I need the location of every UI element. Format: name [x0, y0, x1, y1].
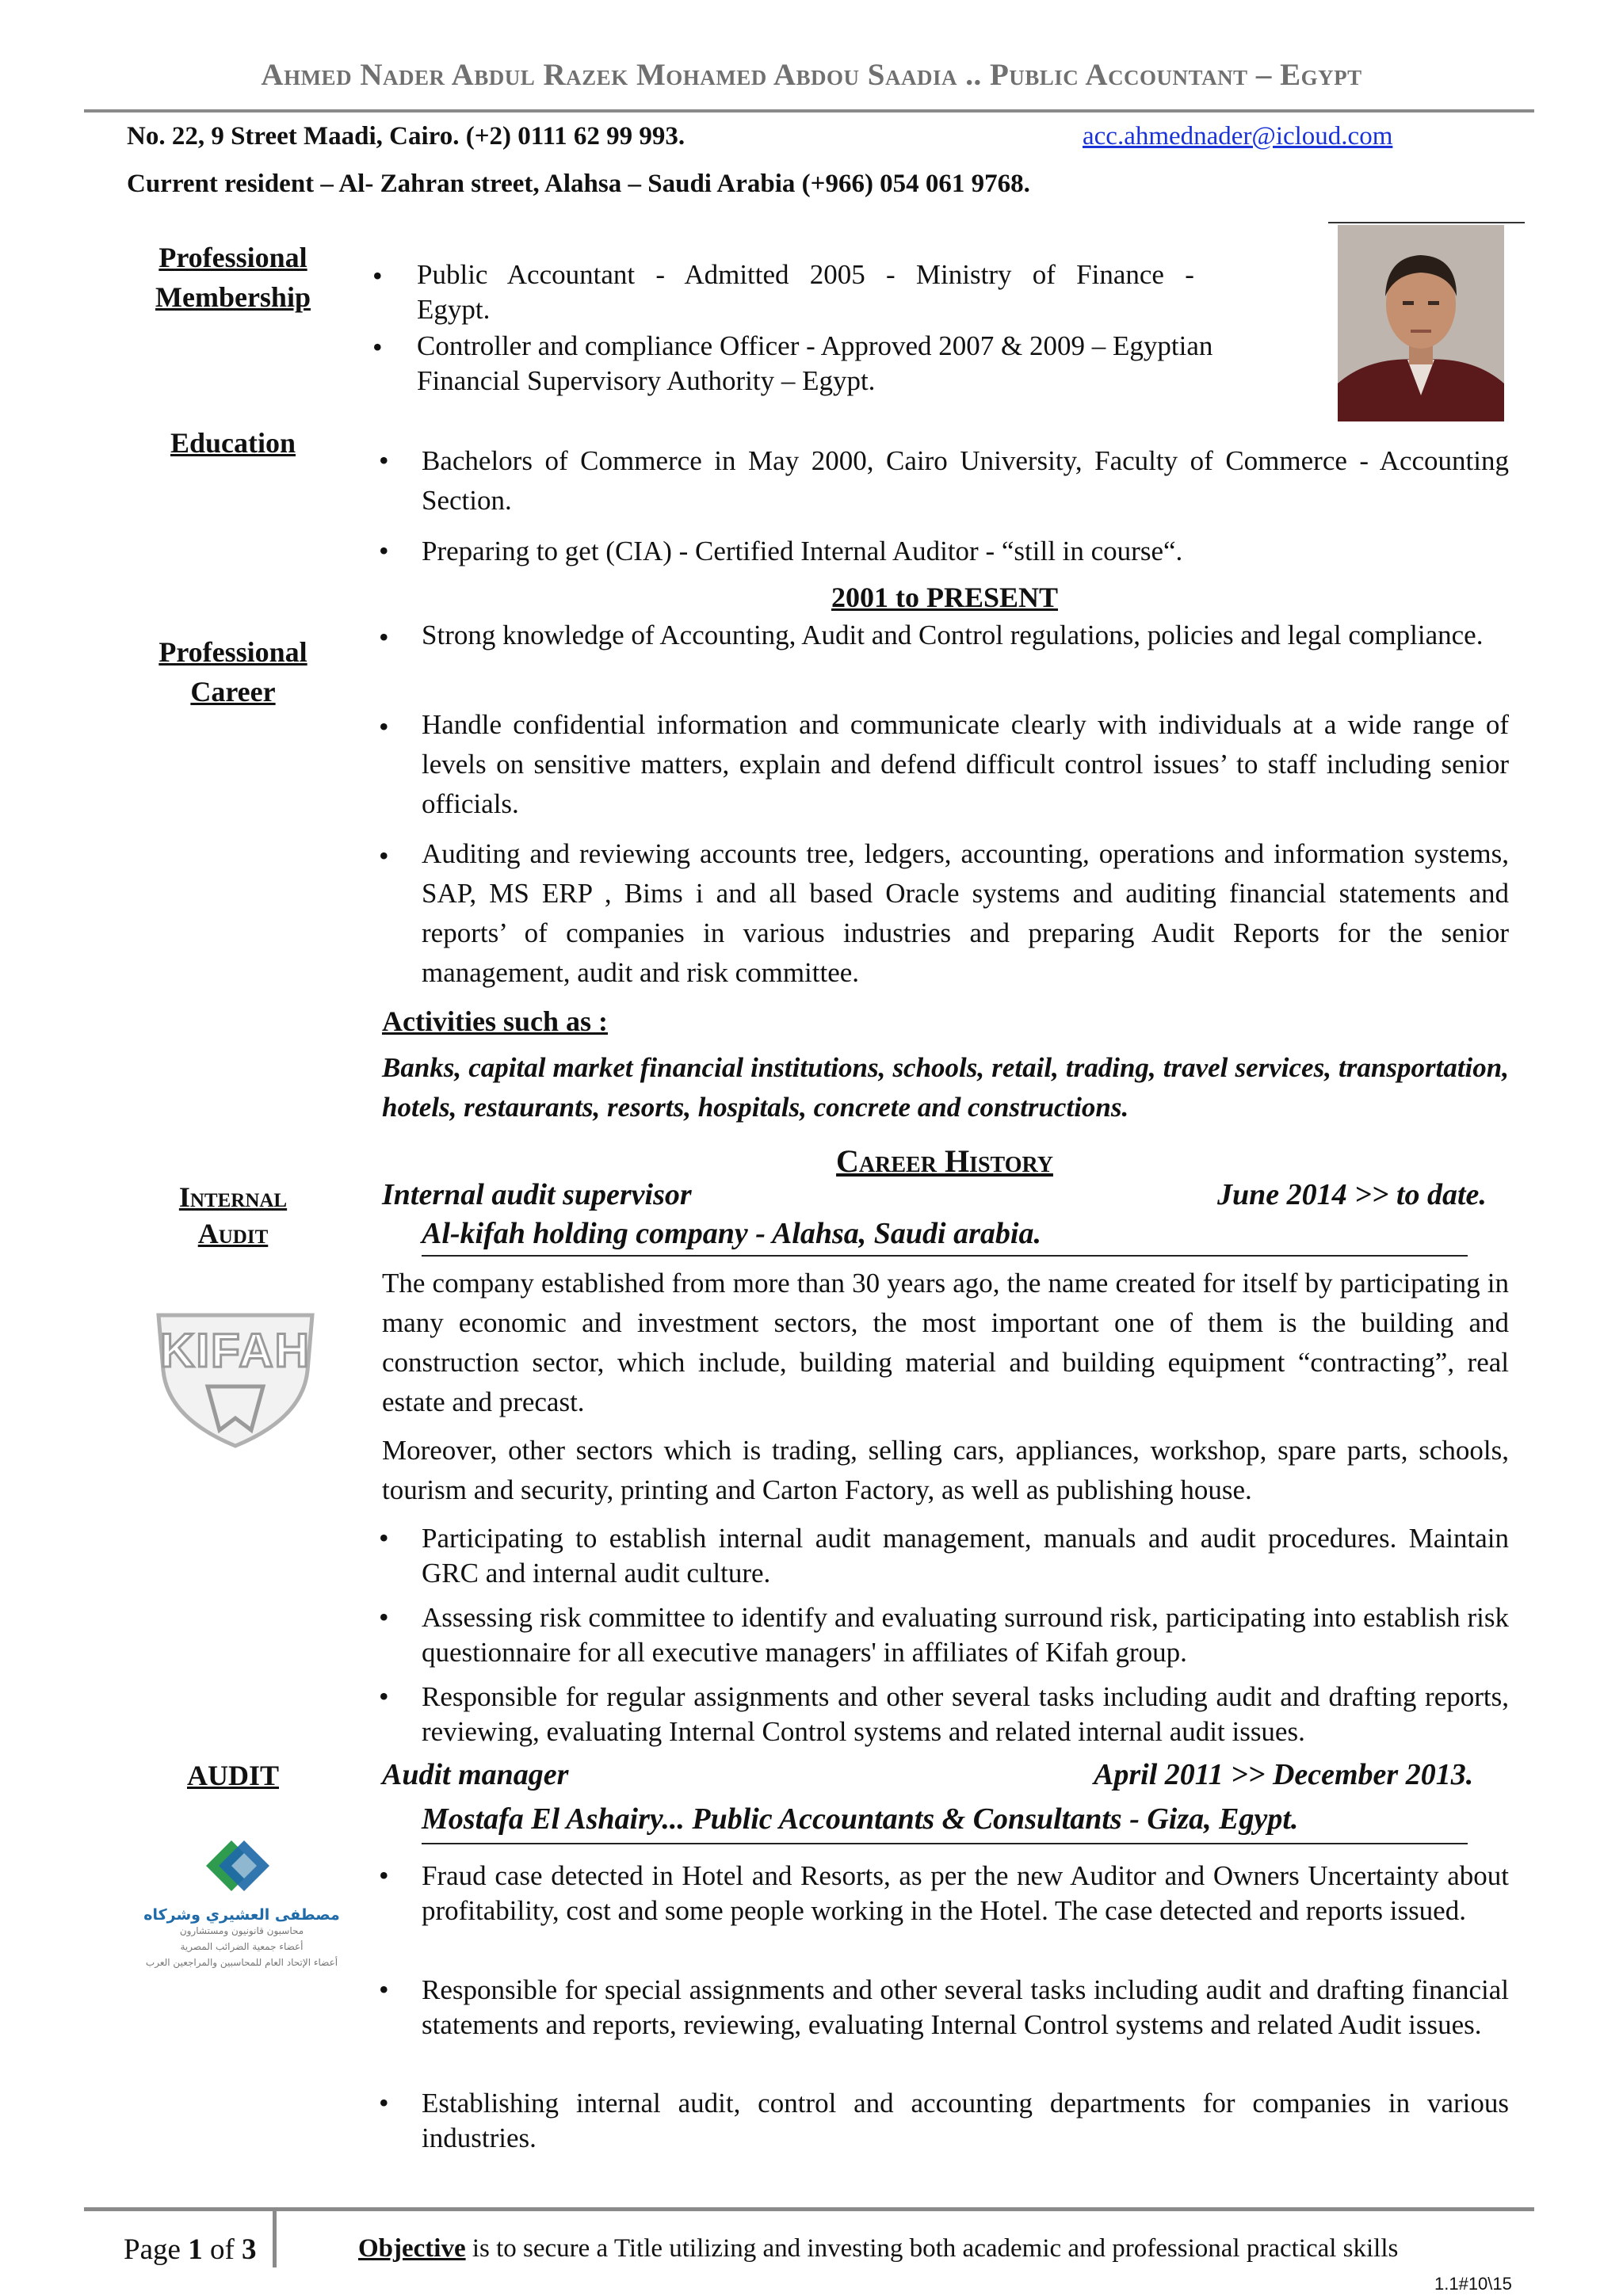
- audit-job-date: April 2011 >> December 2013.: [1094, 1758, 1474, 1791]
- career-history-heading: Career History: [836, 1143, 1053, 1179]
- audit-item: Fraud case detected in Hotel and Resorts, as per the new Auditor and Owners Uncertainty about profitability, cost and some people working in the Hotel. The case detected and reports issued.: [422, 1860, 1509, 1926]
- membership-label-line1: Professional: [158, 242, 307, 273]
- internal-audit-label-line2: Audit: [197, 1218, 269, 1249]
- activities-label: Activities such as :: [382, 1005, 608, 1037]
- internal-audit-description-2: Moreover, other sectors which is trading, selling cars, appliances, workshop, spare parts, schools, tourism and security, printing and Carton Factory, as well as publishing house.: [382, 1435, 1509, 1505]
- bullet-icon: •: [379, 1522, 389, 1554]
- bullet-icon: •: [379, 1859, 389, 1891]
- career-label-line2: Career: [190, 676, 276, 707]
- ashairy-logo: [143, 1830, 341, 1989]
- education-item: Preparing to get (CIA) - Certified Internal Auditor - “still in course“.: [422, 536, 1183, 566]
- career-item: Strong knowledge of Accounting, Audit and Control regulations, policies and legal compliance.: [422, 620, 1484, 650]
- bullet-icon: •: [372, 331, 383, 363]
- logo-line: أعضاء الإتحاد العام للمحاسبين والمراجعين العرب: [145, 1957, 338, 1968]
- kifah-shield-icon: [152, 1299, 319, 1450]
- section-label-membership: [114, 238, 352, 317]
- bullet-icon: •: [379, 1680, 389, 1712]
- page-of-word: of: [209, 2233, 235, 2266]
- company-divider: [422, 1843, 1468, 1844]
- objective-text: is to secure a Title utilizing and investing both academic and professional practical skills: [465, 2234, 1399, 2263]
- photo-divider: [1328, 222, 1525, 223]
- section-label-audit: AUDIT: [186, 1760, 279, 1791]
- internal-audit-job-date: June 2014 >> to date.: [1217, 1178, 1487, 1211]
- bullet-icon: •: [379, 535, 389, 566]
- section-label-internal-audit: [114, 1179, 352, 1252]
- internal-audit-item: Assessing risk committee to identify and evaluating surround risk, participating into establish risk questionnaire for all executive managers' in affiliates of Kifah group.: [422, 1602, 1509, 1668]
- internal-audit-label-line1: Internal: [178, 1181, 288, 1213]
- internal-audit-item: Responsible for regular assignments and other several tasks including audit and drafting reports, reviewing, evaluating Internal Control systems and related internal audit issues.: [422, 1681, 1509, 1747]
- bullet-icon: •: [379, 840, 389, 871]
- header-divider: [84, 109, 1534, 113]
- person-icon: [1338, 225, 1504, 421]
- membership-item-line2: Financial Supervisory Authority – Egypt.: [417, 365, 876, 396]
- diamond-logo-icon: [143, 1830, 341, 1901]
- internal-audit-job-title: Internal audit supervisor: [382, 1178, 692, 1211]
- footer-document-code: 1.1#10\15: [1434, 2274, 1512, 2294]
- contact-resident: Current resident – Al- Zahran street, Alahsa – Saudi Arabia (+966) 054 061 9768.: [127, 170, 1030, 198]
- bullet-icon: •: [379, 711, 389, 742]
- page-word: Page: [124, 2233, 181, 2266]
- audit-item: Responsible for special assignments and other several tasks including audit and drafting financial statements and reports, reviewing, evaluating Internal Control systems and related Audit issues.: [422, 1974, 1509, 2040]
- career-label-line1: Professional: [158, 636, 307, 668]
- membership-item-line1: Controller and compliance Officer - Approved 2007 & 2009 – Egyptian: [417, 330, 1213, 361]
- audit-job-title: Audit manager: [382, 1758, 569, 1791]
- bullet-icon: •: [379, 1974, 389, 2005]
- logo-line: مصطفى العشيري وشركاه: [143, 1906, 340, 1924]
- career-item: Handle confidential information and communicate clearly with individuals at a wide range of levels on sensitive matters, explain and defend difficult control issues’ to staff including senior officials.: [422, 709, 1509, 819]
- page-number: [124, 2233, 257, 2267]
- internal-audit-company: Al-kifah holding company - Alahsa, Saudi arabia.: [422, 1217, 1041, 1250]
- page-header-title: Ahmed Nader Abdul Razek Mohamed Abdou Saadia .. Public Accountant – Egypt: [261, 58, 1362, 92]
- internal-audit-item: Participating to establish internal audit management, manuals and audit procedures. Maintain GRC and internal audit culture.: [422, 1523, 1509, 1589]
- career-period-heading: 2001 to PRESENT: [831, 582, 1059, 613]
- logo-line: أعضاء جمعية الضرائب المصرية: [180, 1941, 304, 1952]
- page-total: 3: [242, 2233, 257, 2266]
- bullet-icon: •: [372, 260, 383, 292]
- membership-item: [417, 329, 1312, 399]
- membership-item-line1: Public Accountant - Admitted 2005 - Ministry of Finance -: [417, 259, 1194, 290]
- footer-objective: [358, 2234, 1398, 2264]
- contact-address: No. 22, 9 Street Maadi, Cairo. (+2) 0111 62 99 993.: [127, 122, 685, 151]
- kifah-logo: [152, 1299, 319, 1450]
- internal-audit-description-1: The company established from more than 30 years ago, the name created for itself by participating in many economic and investment sectors, the most important one of them is the building and construction sector, which include, building material and building equipment “contracting”, real estate and precast.: [382, 1268, 1509, 1417]
- career-item: Auditing and reviewing accounts tree, ledgers, accounting, operations and information systems, SAP, MS ERP , Bims i and all based Oracle systems and auditing financial statements and reports’ of companies in various industries and preparing Audit Reports for the senior management, audit and risk committee.: [422, 838, 1509, 988]
- membership-item-line2: Egypt.: [417, 294, 491, 325]
- education-item: Bachelors of Commerce in May 2000, Cairo University, Faculty of Commerce - Accounting Section.: [422, 445, 1509, 516]
- footer-divider: [84, 2207, 1534, 2211]
- activities-list: Banks, capital market financial institutions, schools, retail, trading, travel services, transportation, hotels, restaurants, resorts, hospitals, concrete and constructions.: [382, 1052, 1509, 1123]
- section-label-education: Education: [170, 427, 296, 459]
- footer-vertical-bar: [273, 2210, 277, 2267]
- bullet-icon: •: [379, 444, 389, 476]
- audit-company: Mostafa El Ashairy... Public Accountants & Consultants - Giza, Egypt.: [422, 1802, 1299, 1836]
- objective-label: Objective: [358, 2234, 466, 2263]
- bullet-icon: •: [379, 2087, 389, 2119]
- section-label-career: [114, 632, 352, 711]
- page-current: 1: [188, 2233, 203, 2266]
- bullet-icon: •: [379, 1601, 389, 1633]
- profile-photo: [1338, 225, 1504, 421]
- audit-item: Establishing internal audit, control and accounting departments for companies in various industries.: [422, 2088, 1509, 2153]
- contact-email-link[interactable]: acc.ahmednader@icloud.com: [1083, 122, 1393, 151]
- bullet-icon: •: [379, 621, 389, 653]
- company-divider: [422, 1255, 1468, 1257]
- membership-item: [417, 257, 1312, 327]
- membership-label-line2: Membership: [155, 281, 311, 313]
- kifah-logo-text: KIFAH: [160, 1324, 311, 1377]
- logo-line: محاسبون قانونيون ومستشارون: [179, 1925, 304, 1936]
